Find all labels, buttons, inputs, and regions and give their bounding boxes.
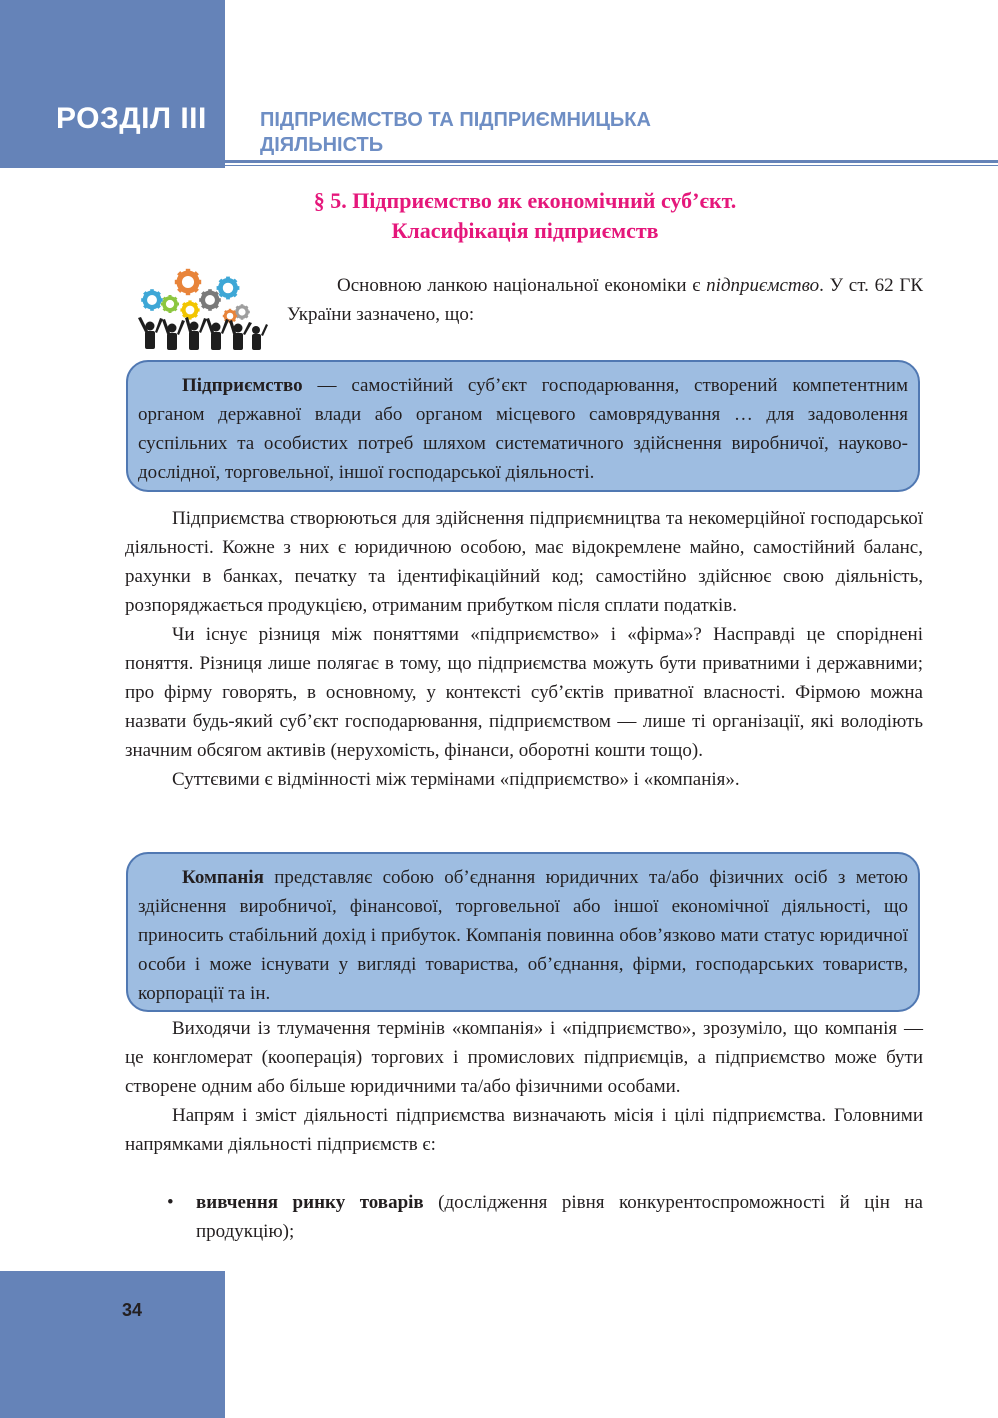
chapter-title-line-1: ПІДПРИЄМСТВО ТА ПІДПРИЄМНИЦЬКА: [260, 109, 651, 131]
paragraph: Виходячи із тлумачення термінів «компанія» і «підприємство», зрозуміло, що компанія — це конгломерат (кооперація) торгових і промислових підприємців, а підприємство може бути створене одним або більше юридичними та/або фізичними особами.: [125, 1018, 923, 1097]
list-item-text: (дослідження рівня конкурентоспроможності й цін на продукцію);: [196, 1192, 923, 1242]
company-definition-box: [126, 852, 920, 1012]
body-text-block-2: [125, 1014, 923, 1159]
section-title-line-1: § 5. Підприємство як економічний суб’єкт.: [313, 188, 737, 213]
chapter-header-block: [0, 0, 225, 168]
intro-text-after: . У ст. 62 ГК України зазначено, що:: [287, 275, 923, 325]
paragraph: Підприємства створюються для здійснення підприємництва та некомерційної господарської діяльності. Кожне з них є юридичною особою, має відокремлене майно, самостійний баланс, рахунки в банках, печатку та ідентифікаційний код; самостійно здійснює свою діяльність, розпоряджається продукцією, отриманим прибутком після сплати податків.: [125, 508, 923, 616]
header-rule-thin: [225, 165, 998, 166]
page-number: 34: [122, 1300, 143, 1320]
gears-and-people-icon: [130, 260, 270, 352]
paragraph: Чи існує різниця між поняттями «підприємство» і «фірма»? Насправді це споріднені поняття. Різниця лише полягає в тому, що підприємства можуть бути приватними і державними; про фірму говорять, в основному, у контексті суб’єктів приватної власності. Фірмою можна назвати будь-який суб’єкт господарювання, підприємством — лише ті організації, які володіють значним обсягом активів (нерухомість, фінанси, оборотні кошти тощо).: [125, 624, 923, 761]
company-term: Компанія: [182, 867, 264, 888]
section-title: [125, 186, 925, 246]
activity-directions-list: [125, 1188, 923, 1246]
company-definition-text: представляє собою об’єднання юридичних та/або фізичних осіб з метою здійснення виробничої, фінансової, торговельної або іншої економічної діяльності, що приносить стабільний дохід і прибуток. Компанія повинна обов’язково мати статус юридичної особи і може існувати у вигляді товариства, об’єднання, фірми, господарських товариств, корпорації та ін.: [138, 867, 908, 1004]
enterprise-definition-text: — самостійний суб’єкт господарювання, створений компетентним органом державної влади або органом місцевого самоврядування … для задоволення суспільних та особистих потреб шляхом систематичного здійснення виробничої, науково-дослідної, торговельної, іншої господарської діяльності.: [138, 375, 908, 483]
footer-block: [0, 1271, 225, 1418]
intro-text-before: Основною ланкою національної економіки є: [337, 275, 707, 296]
paragraph: Суттєвими є відмінності між термінами «підприємство» і «компанія».: [172, 769, 740, 790]
header-rule: [225, 160, 998, 163]
enterprise-term: Підприємство: [182, 375, 303, 396]
intro-paragraph: [287, 271, 923, 329]
enterprise-definition-box: [126, 360, 920, 492]
body-text-block-1: [125, 504, 923, 794]
chapter-title-line-2: ДІЯЛЬНІСТЬ: [260, 134, 384, 156]
chapter-title: [260, 108, 860, 158]
list-item: [125, 1188, 923, 1246]
paragraph: Напрям і зміст діяльності підприємства визначають місія і цілі підприємства. Головними напрямками діяльності підприємств є:: [125, 1105, 923, 1155]
bullet-icon: •: [167, 1192, 174, 1213]
chapter-label: РОЗДІЛ ІІІ: [56, 102, 207, 135]
section-title-line-2: Класифікація підприємств: [391, 218, 659, 243]
list-item-term: вивчення ринку товарів: [196, 1192, 424, 1213]
intro-term: підприємство: [706, 275, 820, 296]
